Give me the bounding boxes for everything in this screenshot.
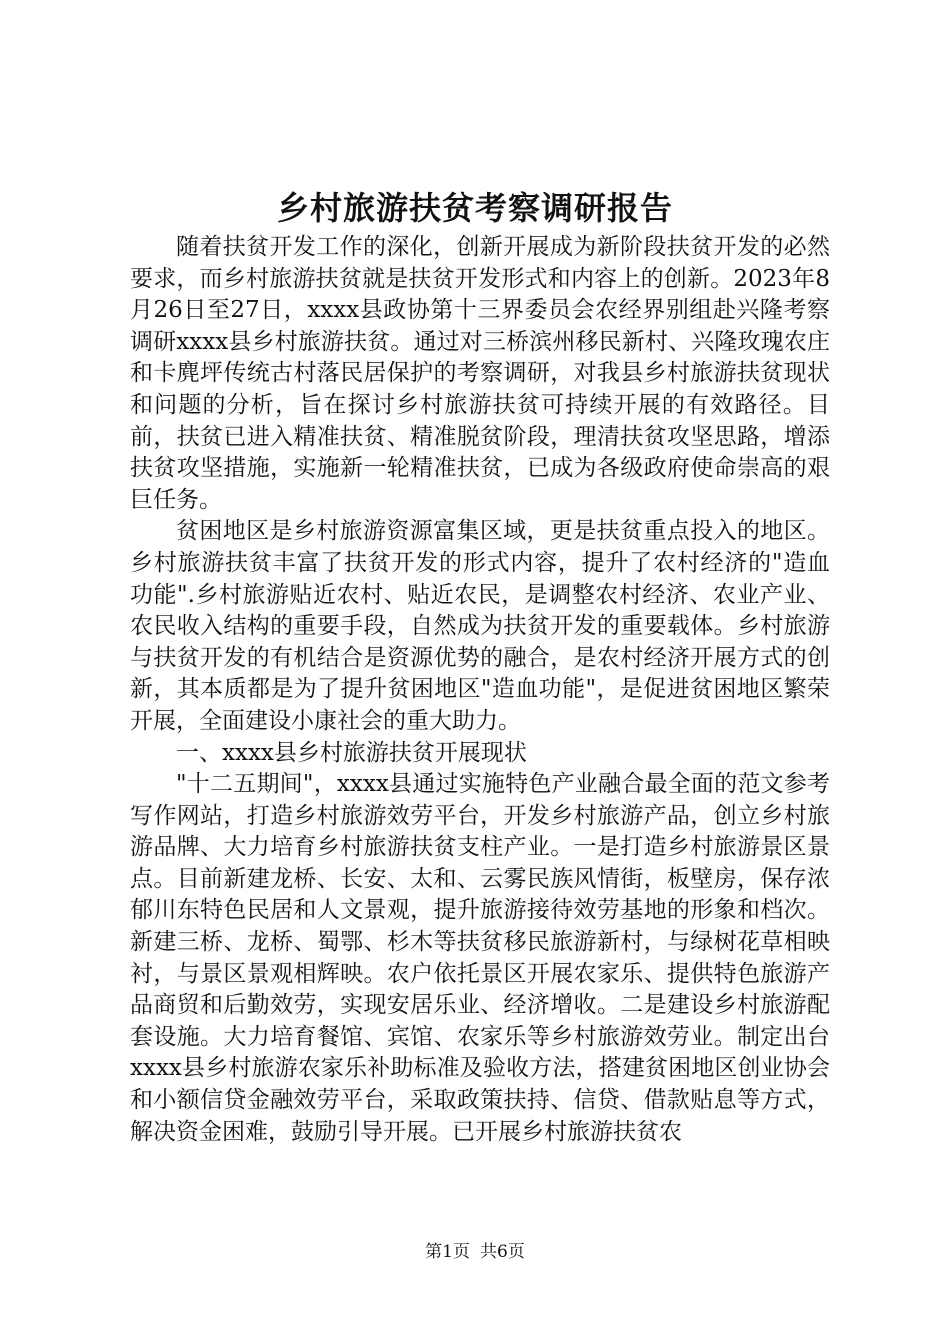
page-total: 共6页 (480, 1242, 525, 1262)
paragraph-intro: 随着扶贫开发工作的深化，创新开展成为新阶段扶贫开发的必然要求，而乡村旅游扶贫就是扶贫开发形式和内容上的创新。2023年8月26日至27日，xxxx县政协第十三界委员会农经界别组赴兴隆考察调研xxxx县乡村旅游扶贫。通过对三桥滨州移民新村、兴隆玫瑰农庄和卡麂坪传统古村落民居保护的考察调研，对我县乡村旅游扶贫现状和问题的分析，旨在探讨乡村旅游扶贫可持续开展的有效路径。目前，扶贫已进入精准扶贫、精准脱贫阶段，理清扶贫攻坚思路，增添扶贫攻坚措施，实施新一轮精准扶贫，已成为各级政府使命崇高的艰巨任务。 (130, 234, 830, 513)
document-body (130, 232, 830, 1148)
page-footer (0, 1240, 950, 1264)
document-title: 乡村旅游扶贫考察调研报告 (276, 189, 673, 227)
paragraph-poverty-areas: 贫困地区是乡村旅游资源富集区域，更是扶贫重点投入的地区。乡村旅游扶贫丰富了扶贫开发的形式内容，提升了农村经济的"造血功能".乡村旅游贴近农村、贴近农民，是调整农村经济、农业产业、农民收入结构的重要手段，自然成为扶贫开发的重要载体。乡村旅游与扶贫开发的有机结合是资源优势的融合，是农村经济开展方式的创新，其本质都是为了提升贫困地区"造血功能"，是促进贫困地区繁荣开展，全面建设小康社会的重大助力。 (130, 518, 830, 734)
section-heading: 一、xxxx县乡村旅游扶贫开展现状 (176, 739, 527, 766)
page-number: 第1页 (425, 1242, 470, 1262)
paragraph-section-status: "十二五期间"，xxxx县通过实施特色产业融合最全面的范文参考写作网站，打造乡村旅游效劳平台，开发乡村旅游产品，创立乡村旅游品牌、大力培育乡村旅游扶贫支柱产业。一是打造乡村旅游景区景点。目前新建龙桥、长安、太和、云雾民族风情街，板壁房，保存浓郁川东特色民居和人文景观，提升旅游接待效劳基地的形象和档次。新建三桥、龙桥、蜀鄂、杉木等扶贫移民旅游新村，与绿树花草相映衬，与景区景观相辉映。农户依托景区开展农家乐、提供特色旅游产品商贸和后勤效劳，实现安居乐业、经济增收。二是建设乡村旅游配套设施。大力培育餐馆、宾馆、农家乐等乡村旅游效劳业。制定出台xxxx县乡村旅游农家乐补助标准及验收方法，搭建贫困地区创业协会和小额信贷金融效劳平台，采取政策扶持、信贷、借款贴息等方式，解决资金困难，鼓励引导开展。已开展乡村旅游扶贫农 (130, 771, 830, 1145)
